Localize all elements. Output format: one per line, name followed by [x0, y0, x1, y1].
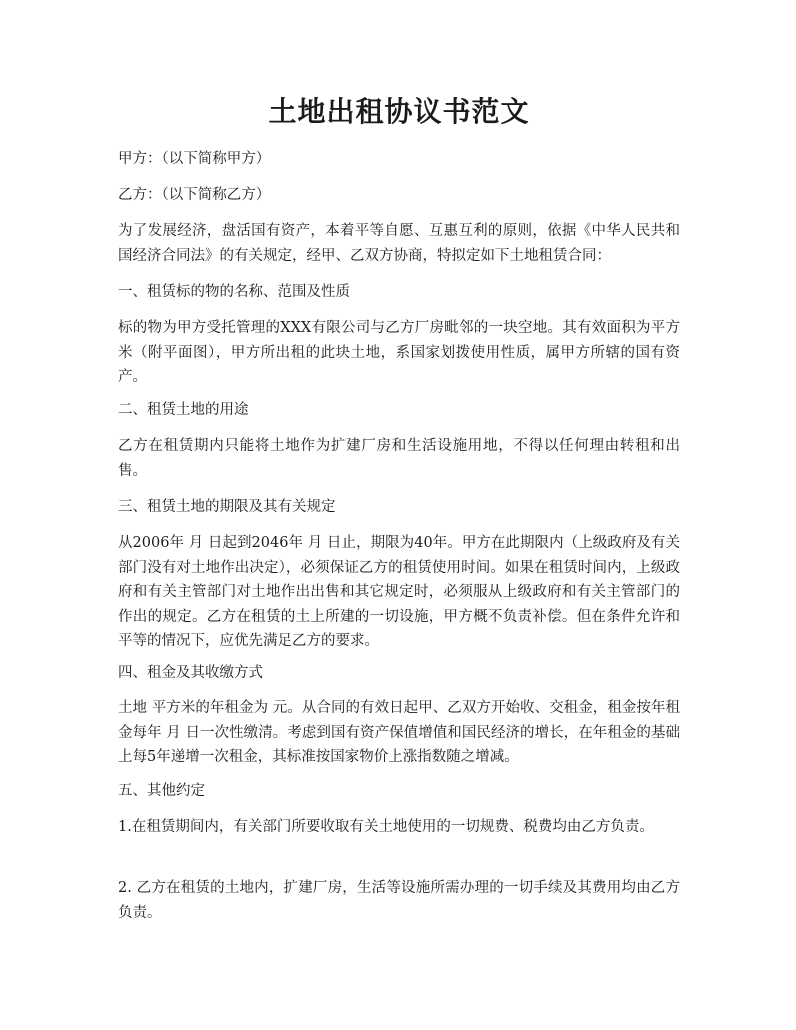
section-1-heading: 一、租赁标的物的名称、范围及性质: [118, 284, 350, 300]
section-1-body: 标的物为甲方受托管理的XXX有限公司与乙方厂房毗邻的一块空地。其有效面积为平方米（附平面图），甲方所出租的此块土地，系国家划拨使用性质，属甲方所辖的国有资产。: [118, 320, 680, 385]
section-3-body: 从2006年 月 日起到2046年 月 日止，期限为40年。甲方在此期限内（上级政府及有关部门没有对土地作出决定），必须保证乙方的租赁使用时间。如果在租赁时间内，上级政府和有关主管部门对土地作出出售和其它规定时，必须服从上级政府和有关主管部门的作出的规定。乙方在租赁的土上所建的一切设施，甲方概不负责补偿。但在条件允许和平等的情况下，应优先满足乙方的要求。: [118, 535, 680, 649]
section-5-heading: 五、其他约定: [118, 783, 205, 799]
section-2-heading: 二、租赁土地的用途: [118, 402, 249, 418]
party-a-line: 甲方：（以下简称甲方）: [118, 151, 271, 167]
section-4-heading: 四、租金及其收缴方式: [118, 665, 263, 681]
party-b-line: 乙方：（以下简称乙方）: [118, 187, 271, 203]
preamble-paragraph: 为了发展经济，盘活国有资产，本着平等自愿、互惠互利的原则，依据《中华人民共和国经济合同法》的有关规定，经甲、乙双方协商，特拟定如下土地租赁合同：: [118, 223, 680, 264]
section-3-heading: 三、租赁土地的期限及其有关规定: [118, 499, 336, 515]
section-5-item-2: 2. 乙方在租赁的土地内，扩建厂房，生活等设施所需办理的一切手续及其费用均由乙方负责。: [118, 880, 680, 921]
section-4-body: 土地 平方米的年租金为 元。从合同的有效日起甲、乙双方开始收、交租金，租金按年租金每年 月 日一次性缴清。考虑到国有资产保值增值和国民经济的增长，在年租金的基础上每5年递增一次租金，其标准按国家物价上涨指数随之增减。: [118, 700, 680, 765]
section-2-body: 乙方在租赁期内只能将土地作为扩建厂房和生活设施用地，不得以任何理由转租和出售。: [118, 438, 680, 479]
section-5-item-1: 1.在租赁期间内，有关部门所要收取有关土地使用的一切规费、税费均由乙方负责。: [118, 819, 654, 835]
document-title: 土地出租协议书范文: [268, 95, 530, 128]
